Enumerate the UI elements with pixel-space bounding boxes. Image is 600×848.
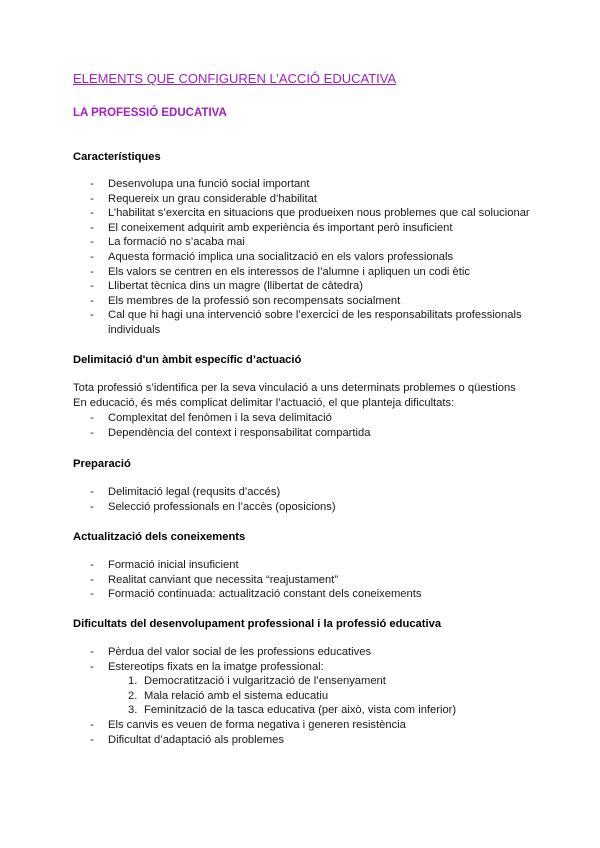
list-item: - Delimitació legal (requsits d’accés): [0, 485, 600, 500]
list-dificultats: [0, 645, 600, 674]
list-item: - Complexitat del fenòmen i la seva delimitació: [0, 411, 600, 426]
list-item: - La formació no s’acaba mai: [0, 235, 600, 250]
list-item: - Formació continuada: actualització constant dels coneixements: [0, 587, 600, 602]
item-text: Feminització de la tasca educativa (per això, vista com inferior): [144, 704, 457, 717]
heading-dificultats: Dificultats del desenvolupament professional i la professió educativa: [73, 618, 442, 630]
list-item: - Realitat canviant que necessita “reajustament”: [0, 573, 600, 588]
list-item-text: Estereotips fixats en la imatge professional:: [108, 660, 324, 673]
section-subtitle: LA PROFESSIÓ EDUCATIVA: [73, 107, 227, 119]
list-actualitzacio: [0, 558, 600, 602]
numbered-item: [0, 703, 600, 718]
item-number: 2.: [128, 689, 138, 702]
heading-actualitzacio: Actualització dels coneixements: [73, 531, 246, 543]
list-item: - Aquesta formació implica una socialització en els valors professionals: [0, 250, 600, 265]
list-item: - Desenvolupa una funció social important: [0, 177, 600, 192]
numbered-item: [0, 674, 600, 689]
paragraph: Tota professió s’identifica per la seva vinculació a uns determinats problemes o qüestions: [73, 382, 516, 394]
list-item: - L’habilitat s’exercita en situacions que produeixen nous problemes que cal solucionar: [0, 206, 600, 221]
item-text: Democratització i vulgarització de l’ensenyament: [144, 675, 386, 687]
numbered-item: [0, 689, 600, 704]
list-item: - Llibertat tècnica dins un magre (llibertat de càtedra): [0, 279, 600, 294]
paragraph: En educació, és més complicat delimitar l’actuació, el que planteja dificultats:: [73, 397, 455, 409]
list-item: - Dificultat d’adaptació als problemes: [0, 733, 600, 748]
heading-preparacio: Preparació: [73, 458, 131, 470]
list-delimitacio: [0, 411, 600, 440]
list-item: - Cal que hi hagi una intervenció sobre l’exercici de les responsabilitats professionals individuals: [0, 308, 600, 337]
list-dificultats-cont: [0, 718, 600, 747]
list-item: - Pèrdua del valor social de les professions educatives: [0, 645, 600, 660]
list-preparacio: [0, 485, 600, 514]
item-text: Mala relació amb el sistema educatiu: [144, 689, 329, 702]
list-item: - Requereix un grau considerable d’habilitat: [0, 192, 600, 207]
list-item: - Els membres de la professió son recompensats socialment: [0, 294, 600, 309]
numbered-sublist: [0, 674, 600, 718]
list-item: [0, 660, 600, 675]
list-item: - Dependència del context i responsabilitat compartida: [0, 426, 600, 441]
list-caracteristiques: [0, 177, 600, 338]
list-item: - Els canvis es veuen de forma negativa i generen resistència: [0, 718, 600, 733]
document-title: ELEMENTS QUE CONFIGUREN L’ACCIÓ EDUCATIVA: [73, 71, 397, 86]
list-item: - Formació inicial insuficient: [0, 558, 600, 573]
list-item: - El coneixement adquirit amb experiència és important però insuficient: [0, 221, 600, 236]
heading-delimitacio: Delimitació d'un àmbit específic d’actuació: [73, 354, 302, 366]
list-item: - Els valors se centren en els interessos de l’alumne i apliquen un codi ètic: [0, 265, 600, 280]
list-item: - Selecció professionals en l’accès (oposicions): [0, 500, 600, 515]
heading-caracteristiques: Característiques: [73, 151, 161, 163]
item-number: 1.: [128, 675, 138, 687]
item-number: 3.: [128, 704, 138, 717]
